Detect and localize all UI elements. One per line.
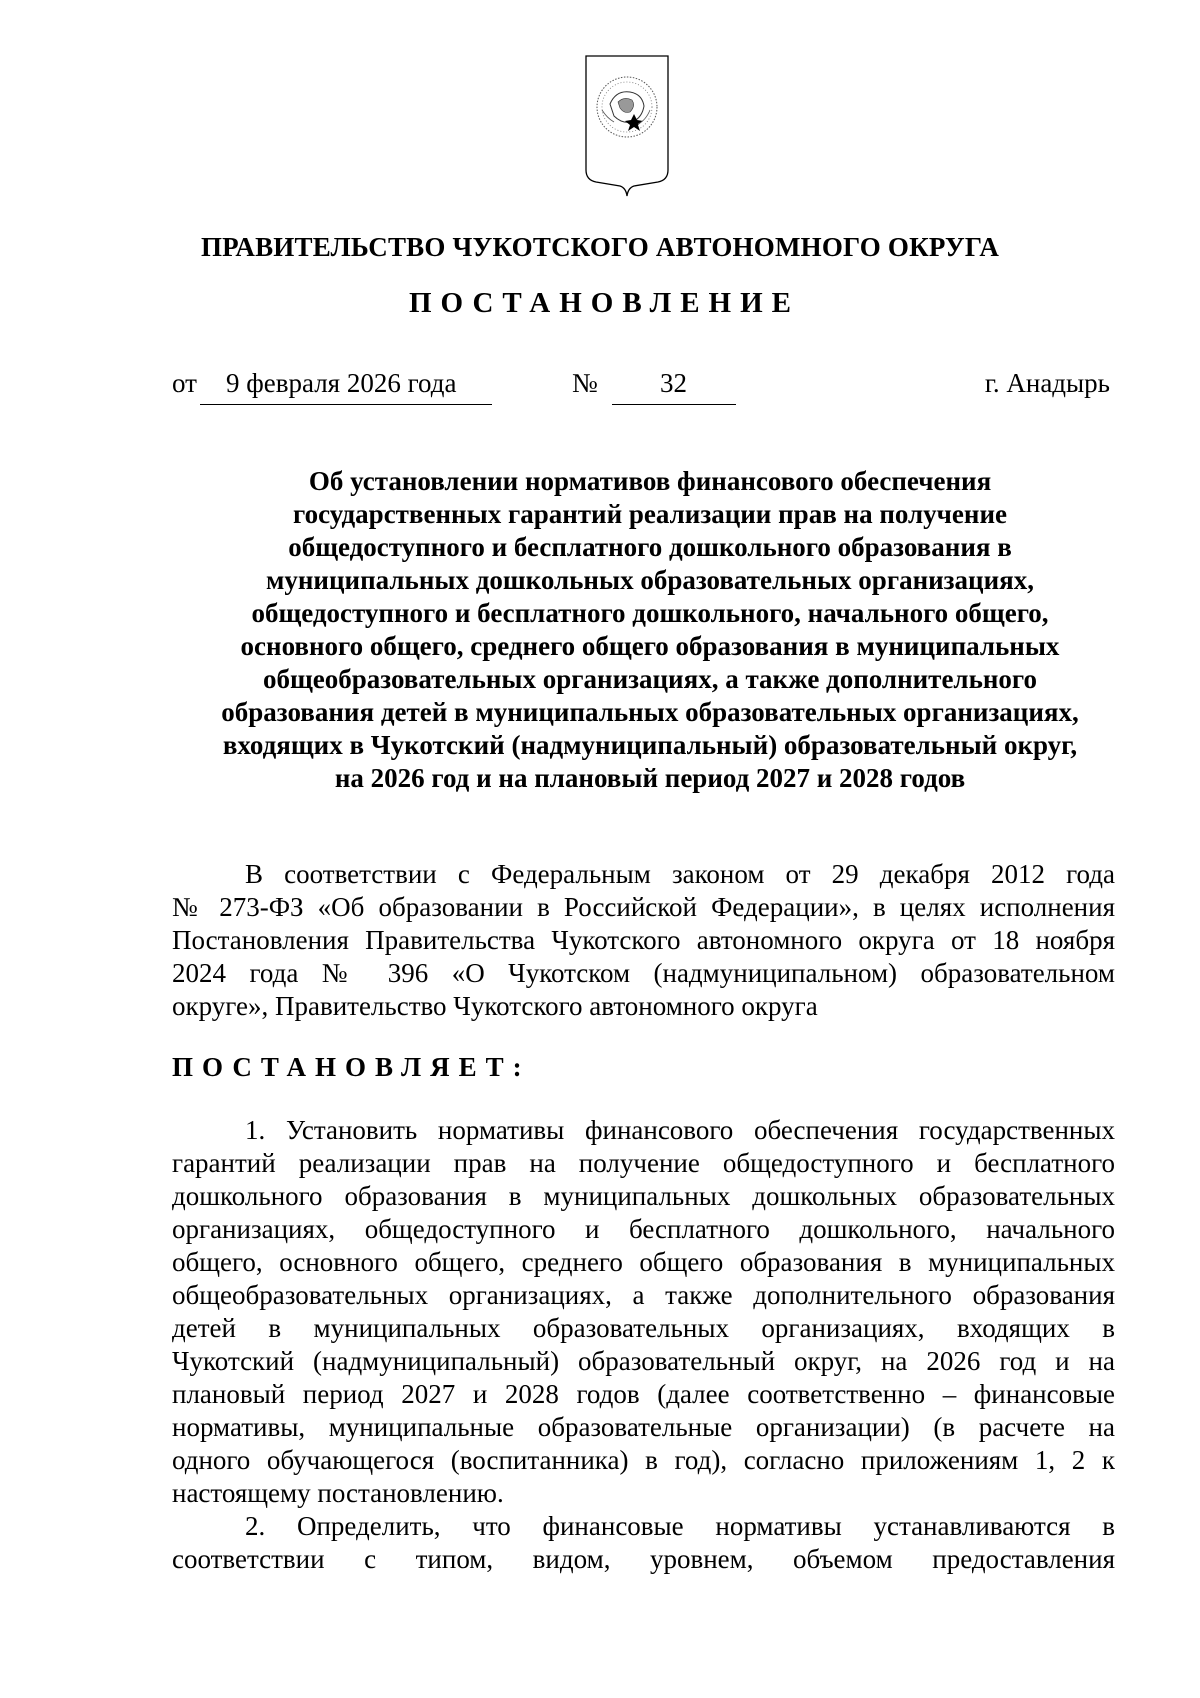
body-line: соответствии с типом, видом, уровнем, объемом предоставления <box>172 1544 1115 1574</box>
date-underline <box>200 404 492 405</box>
preamble-line: Постановления Правительства Чукотского автономного округа от 18 ноября <box>172 925 1115 955</box>
body-line: общеобразовательных организациях, а также дополнительного образования <box>172 1280 1115 1310</box>
document-title <box>170 465 1130 795</box>
document-date: 9 февраля 2026 года <box>226 368 457 398</box>
document-city: г. Анадырь <box>984 368 1110 398</box>
body-line: общего, основного общего, среднего общего образования в муниципальных <box>172 1247 1115 1277</box>
body-line: дошкольного образования в муниципальных дошкольных образовательных <box>172 1181 1115 1211</box>
body-line: Чукотский (надмуниципальный) образовательный округ, на 2026 год и на <box>172 1346 1115 1376</box>
preamble-line: № 273-ФЗ «Об образовании в Российской Федерации», в целях исполнения <box>172 892 1115 922</box>
body-line: нормативы, муниципальные образовательные организации) (в расчете на <box>172 1412 1115 1442</box>
title-line: входящих в Чукотский (надмуниципальный) образовательный округ, <box>222 730 1078 760</box>
resolves-heading: ПОСТАНОВЛЯЕТ: <box>172 1052 531 1082</box>
title-line: образования детей в муниципальных образовательных организациях, <box>221 697 1079 727</box>
title-line: основного общего, среднего общего образования в муниципальных <box>240 631 1060 661</box>
body-line: детей в муниципальных образовательных организациях, входящих в <box>172 1313 1115 1343</box>
resolution-body <box>172 1114 1115 1576</box>
body-line: одного обучающегося (воспитанника) в год), согласно приложениям 1, 2 к <box>172 1445 1115 1475</box>
document-number: 32 <box>660 368 687 398</box>
body-line: 2. Определить, что финансовые нормативы устанавливаются в <box>245 1511 1115 1541</box>
preamble-line: В соответствии с Федеральным законом от 29 декабря 2012 года <box>245 859 1115 889</box>
number-underline <box>612 404 736 405</box>
body-line: настоящему постановлению. <box>172 1478 504 1508</box>
number-prefix: № <box>572 368 598 398</box>
title-line: на 2026 год и на плановый период 2027 и 2028 годов <box>334 763 966 793</box>
body-line: 1. Установить нормативы финансового обеспечения государственных <box>245 1115 1115 1145</box>
organization-name: ПРАВИТЕЛЬСТВО ЧУКОТСКОГО АВТОНОМНОГО ОКРУГА <box>200 232 1000 262</box>
body-line: гарантий реализации прав на получение общедоступного и бесплатного <box>172 1148 1115 1178</box>
preamble-paragraph <box>172 858 1115 1023</box>
document-type-title: ПОСТАНОВЛЕНИЕ <box>408 287 800 319</box>
coat-of-arms-emblem <box>582 52 672 202</box>
title-line: Об установлении нормативов финансового обеспечения <box>308 466 992 496</box>
title-line: общедоступного и бесплатного дошкольного, начального общего, <box>251 598 1049 628</box>
title-line: общедоступного и бесплатного дошкольного образования в <box>288 532 1012 562</box>
preamble-line: округе», Правительство Чукотского автономного округа <box>172 991 818 1021</box>
document-meta-row <box>172 368 1110 408</box>
body-line: организациях, общедоступного и бесплатного дошкольного, начального <box>172 1214 1115 1244</box>
title-line: государственных гарантий реализации прав на получение <box>293 499 1007 529</box>
date-prefix: от <box>172 368 197 398</box>
title-line: муниципальных дошкольных образовательных организациях, <box>265 565 1035 595</box>
body-line: плановый период 2027 и 2028 годов (далее соответственно – финансовые <box>172 1379 1115 1409</box>
title-line: общеобразовательных организациях, а также дополнительного <box>262 664 1037 694</box>
preamble-line: 2024 года № 396 «О Чукотском (надмуниципальном) образовательном <box>172 958 1115 988</box>
